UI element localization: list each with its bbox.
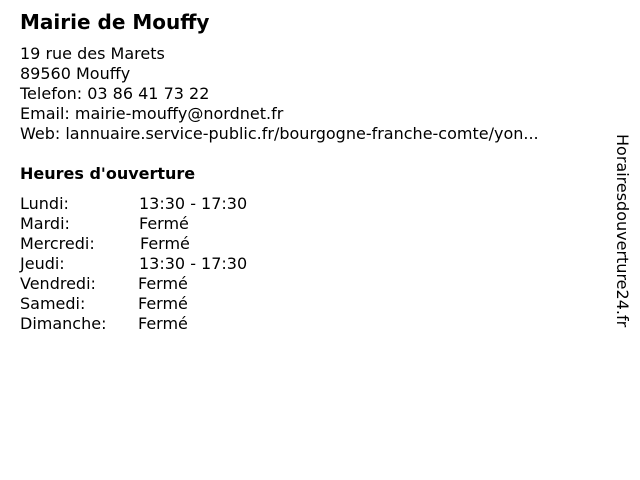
day-hours: 13:30 - 17:30 xyxy=(139,254,248,273)
day-hours: Fermé xyxy=(140,234,190,253)
day-hours: Fermé xyxy=(138,314,188,333)
day-hours: Fermé xyxy=(139,214,189,233)
opening-hours-heading: Heures d'ouverture xyxy=(20,164,196,183)
website-address: Web: lannuaire.service-public.fr/bourgogne-franche-comte/yon... xyxy=(20,124,539,143)
day-label: Samedi: xyxy=(20,294,86,313)
site-watermark: Horairesdouverture24.fr xyxy=(613,134,632,328)
city-postal-code: 89560 Mouffy xyxy=(20,64,131,83)
day-hours: Fermé xyxy=(138,274,188,293)
street-address: 19 rue des Marets xyxy=(20,44,165,63)
day-label: Vendredi: xyxy=(20,274,96,293)
phone-number: Telefon: 03 86 41 73 22 xyxy=(20,84,210,103)
day-hours: 13:30 - 17:30 xyxy=(139,194,248,213)
day-hours: Fermé xyxy=(138,294,188,313)
day-label: Dimanche: xyxy=(20,314,107,333)
day-label: Lundi: xyxy=(20,194,69,213)
address-block xyxy=(20,44,539,144)
email-address: Email: mairie-mouffy@nordnet.fr xyxy=(20,104,284,123)
page-title: Mairie de Mouffy xyxy=(20,10,210,34)
day-label: Jeudi: xyxy=(20,254,65,273)
day-label: Mardi: xyxy=(20,214,70,233)
day-label: Mercredi: xyxy=(20,234,95,253)
